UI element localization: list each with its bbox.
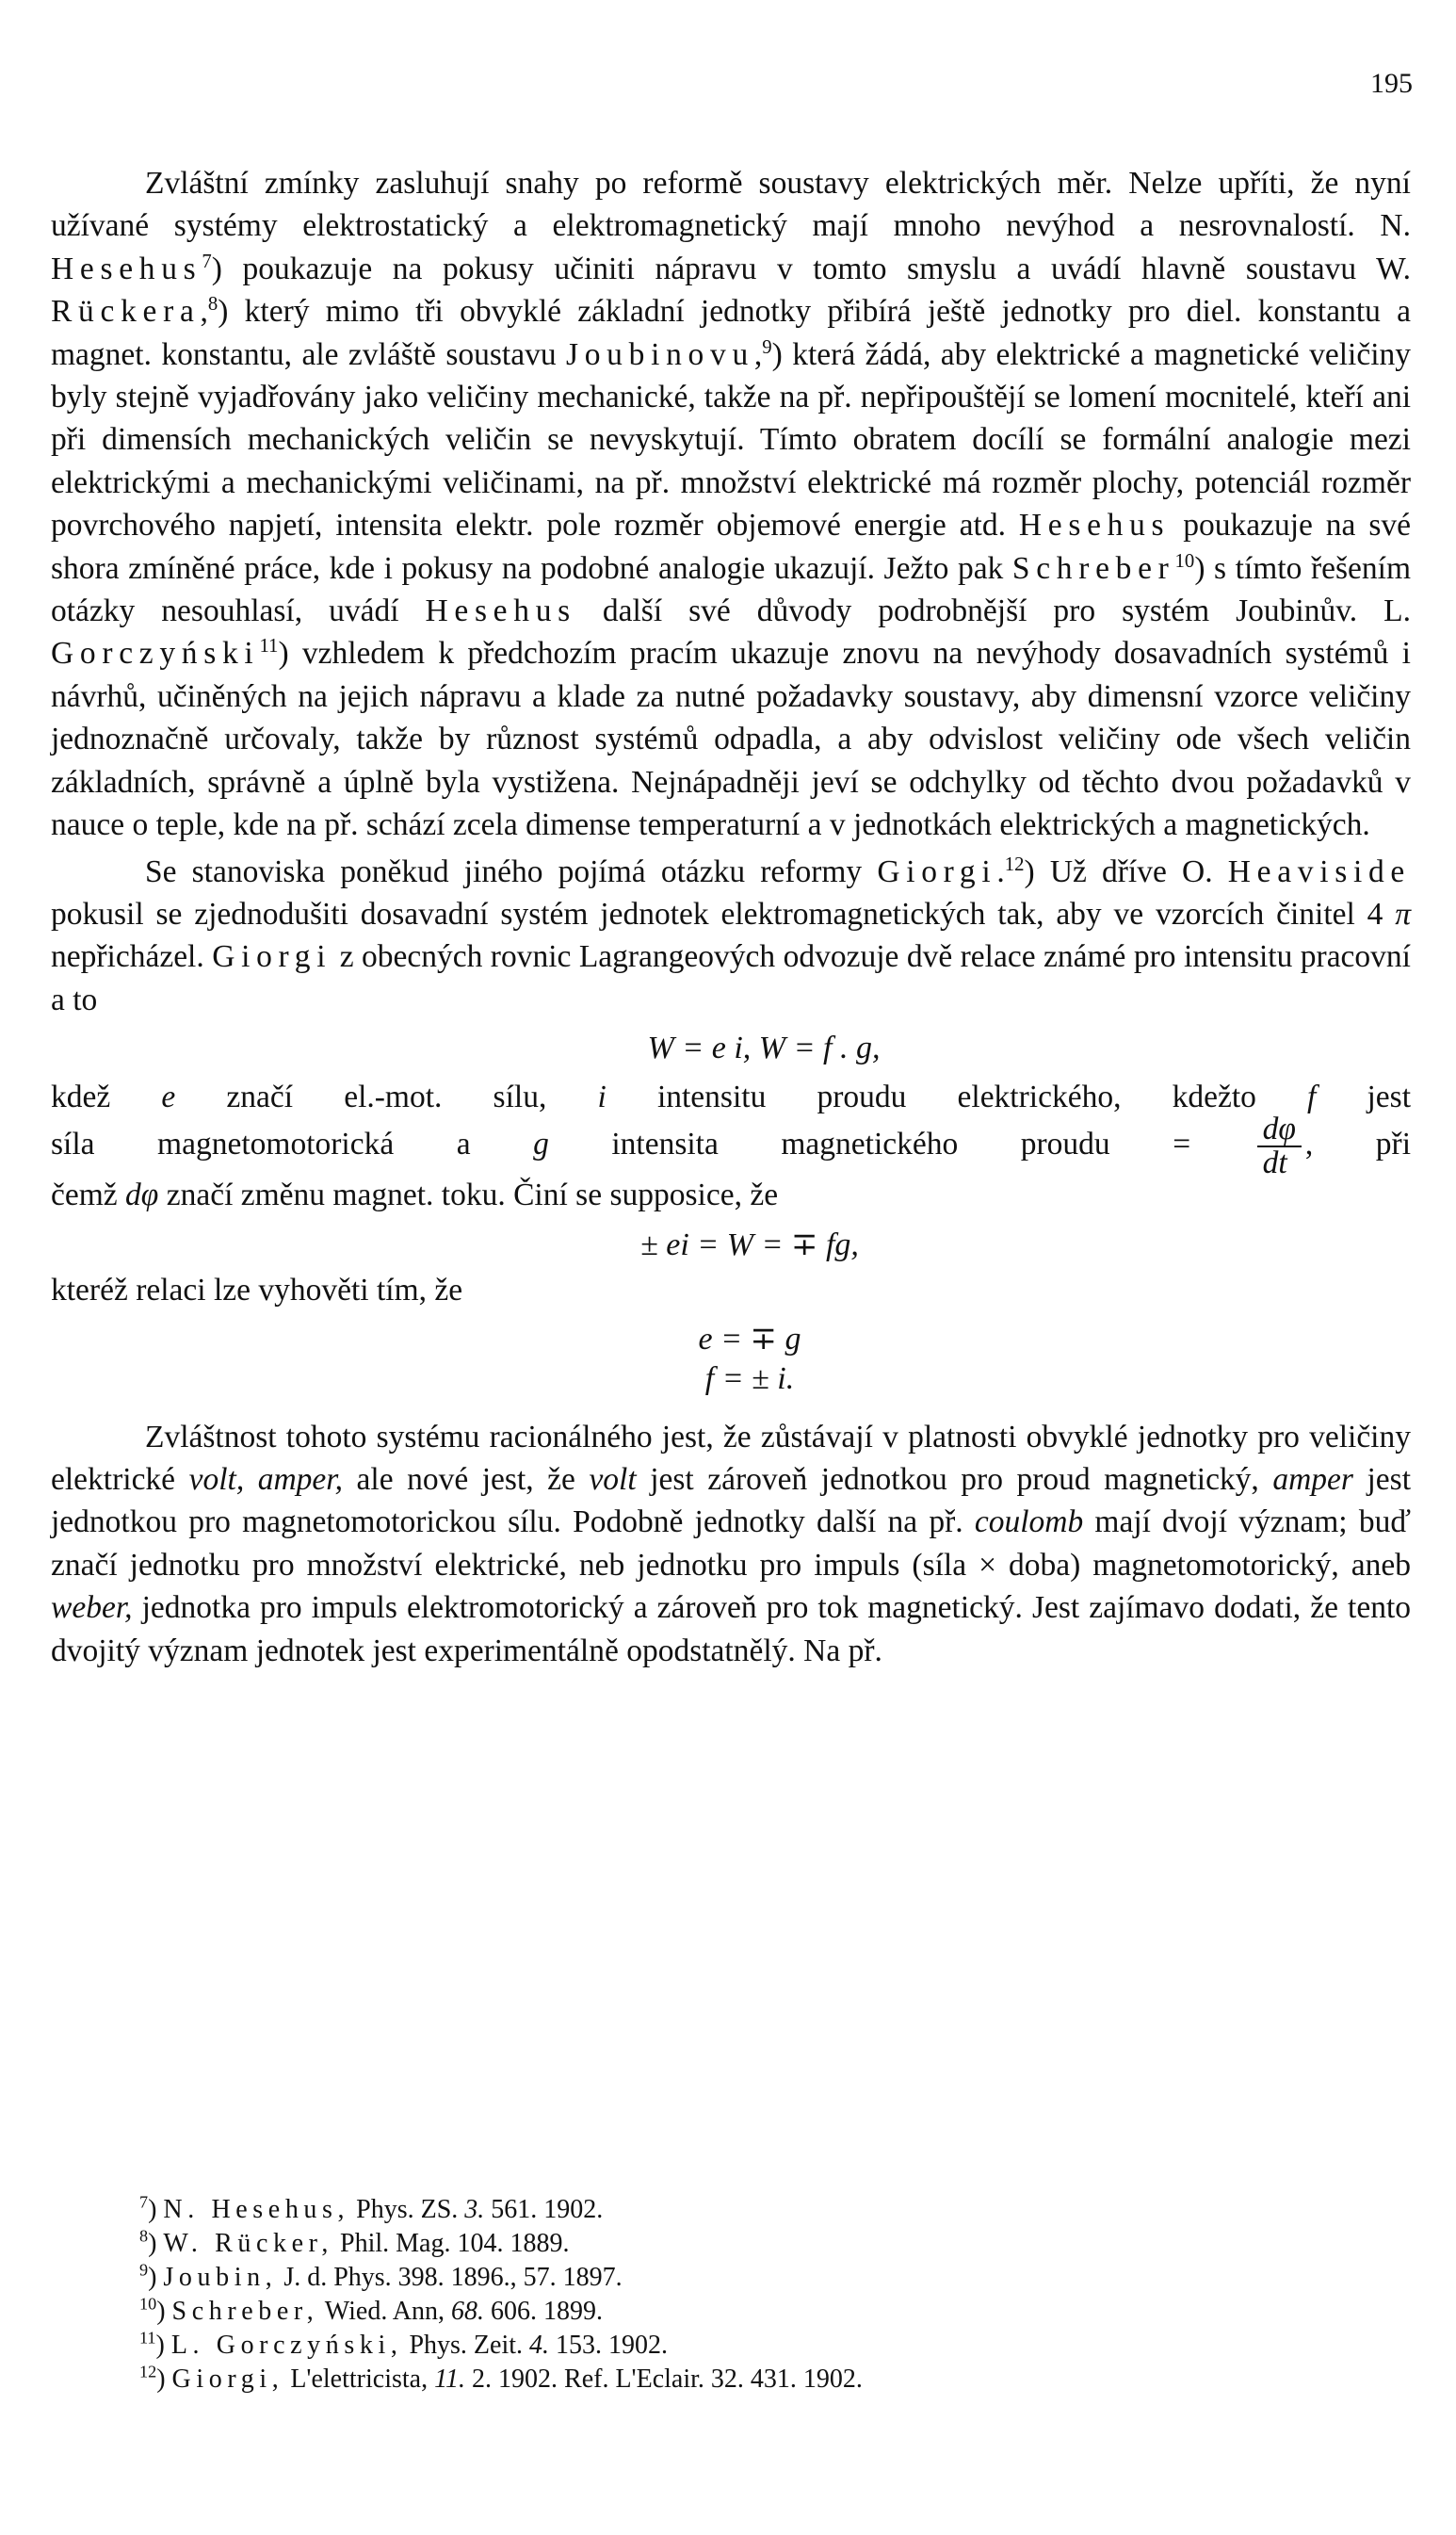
author-giorgi: Giorgi [212,939,332,975]
author-hesehus: Hesehus [51,251,202,286]
footnote: $^8$) W. Rücker, Phil. Mag. 104. 1889. [139,2226,570,2258]
author-schreber: Schreber [1011,550,1175,586]
author-hesehus: Hesehus [425,593,576,629]
footnotes [139,2193,1364,2397]
equation-work: W = e i, W = f . g, [647,1031,881,1066]
footnote-ref-12: 12 [1004,853,1025,875]
pi-symbol: π [1395,896,1411,932]
footnote-ref-9: 9 [762,335,772,358]
equation-e: e = ∓ g [698,1321,801,1357]
paragraph-1: Zvláštní zmínky zasluhují snahy po reformě soustavy elektrických měr. Nelze upříti, že nyní užívané systémy elektrostatický a elektromagnetický mají mnoho nevýhod a nesrovnalostí. N. Hesehus$^7$) poukazuje na pokusy učiniti nápravu v tomto smyslu a uvádí hlavně soustavu W. Rückera,$^8$) který mimo tři obvyklé základní jednotky přibírá ještě jednotky pro diel. konstantu a magnet. konstantu, ale zvláště soustavu Joubinovu,$^9$) která žádá, aby elektrické a magnetické veličiny byly stejně vyjadřovány jako veličiny mechanické, takže na př. nepřipouštějí se lomení mocnitelé, kteří ani při dimensích mechanických veličin se nevyskytují. Tímto obratem docílí se formální analogie mezi elektrickými a mechanickými veličinami, na př. množství elektrické má rozměr plochy, potenciál rozměr povrchového napjetí, intensita elektr. pole rozměr objemové energie atd. Hesehus poukazuje na své shora zmíněné práce, kde i pokusy na podobné analogie ukazují. Ježto pak Schreber$^{10}$) s tímto řešením otázky nesouhlasí, uvádí Hesehus další své důvody podrobnější pro systém Joubinův. L. Gorczyński$^{11}$) vzhledem k předchozím pracím ukazuje znovu na nevýhody dosavadních systémů i návrhů, učiněných na jejich nápravu a klade za nutné požadavky soustavy, aby dimensní vzorce veličiny jednoznačně určovaly, takže by různost systémů odpadla, a aby odvislost veličiny ode všech veličin základních, správně a úplně byla vystižena. Nejnápadněji jeví se odchylky od těchto dvou požadavků v nauce o teple, kde na př. schází zcela dimense temperaturní a v jednotkách elektrických a magnetických. [51,166,1411,843]
equation-supposition: ± ei = W = ∓ fg, [640,1227,859,1263]
footnote: $^{10}$) Schreber, Wied. Ann, 68. 606. 1899. [139,2294,603,2326]
fraction-dphi-dt: $\frac{d\varphi}{dt}$ [1257,1113,1302,1179]
text-line: kteréž relaci lze vyhověti tím, že [51,1273,463,1308]
footnote: $^{11}$) L. Gorczyński, Phys. Zeit. 4. 153. 1902. [139,2328,668,2360]
footnote: $^7$) N. Hesehus, Phys. ZS. 3. 561. 1902. [139,2192,604,2224]
equation-relations [51,1320,1411,1399]
equation-f: f = ± i. [704,1360,795,1396]
footnote-ref-11: 11 [259,635,279,658]
author-rucker: Rückera [51,294,201,330]
footnote-ref-7: 7 [202,250,212,272]
author-hesehus: Hesehus [1018,508,1171,544]
page-number: 195 [1370,68,1413,99]
footnote-ref-10: 10 [1174,549,1195,572]
footnote-ref-8: 8 [207,293,218,316]
author-giorgi: Giorgi [877,853,997,889]
text-line: kdež e značí el.-mot. sílu, i intensitu proudu elektrického, kdežto f jest [51,1080,1412,1115]
footnote: $^{12}$) Giorgi, L'elettricista, 11. 2. 1902. Ref. L'Eclair. 32. 431. 1902. [139,2362,863,2394]
text-line: čemž dφ značí změnu magnet. toku. Činí se supposice, že [51,1177,779,1212]
paragraph-2: Se stanoviska poněkud jiného pojímá otázku reformy Giorgi.$^{12}$) Už dříve O. Heaviside pokusil se zjednodušiti dosavadní systém jednotek elektromagnetických tak, aby ve vzorcích činitel 4 π nepřicházel. Giorgi z obecných rovnic Lagrangeových odvozuje dvě relace známé pro intensitu pracovní a to [51,853,1411,1017]
main-text [51,162,1411,1672]
footnote: $^9$) Joubin, J. d. Phys. 398. 1896., 57. 1897. [139,2260,623,2292]
text-line-with-fraction: síla magnetomotorická a g intensita magnetického proudu = $\frac{d\varphi}{dt}$ , při [51,1111,1412,1180]
author-joubin: Joubinovu [566,336,754,372]
author-gorczynski: Gorczyński [51,636,260,672]
author-heaviside: Heaviside [1227,853,1411,889]
paragraph-3: Zvláštnost tohoto systému racionálného jest, že zůstávají v platnosti obvyklé jednotky pro veličiny elektrické volt, amper, ale nové jest, že volt jest zároveň jednotkou pro proud magnetický, amper jest jednotkou pro magnetomotorickou sílu. Podobně jednotky další na př. coulomb mají dvojí význam; buď značí jednotku pro množství elektrické, neb jednotku pro impuls (síla × doba) magnetomotorický, aneb weber, jednotka pro impuls elektromotorický a zároveň pro tok magnetický. Jest zajímavo dodati, že tento dvojitý význam jednotek jest experimentálně opodstatnělý. Na př. [51,1419,1411,1668]
